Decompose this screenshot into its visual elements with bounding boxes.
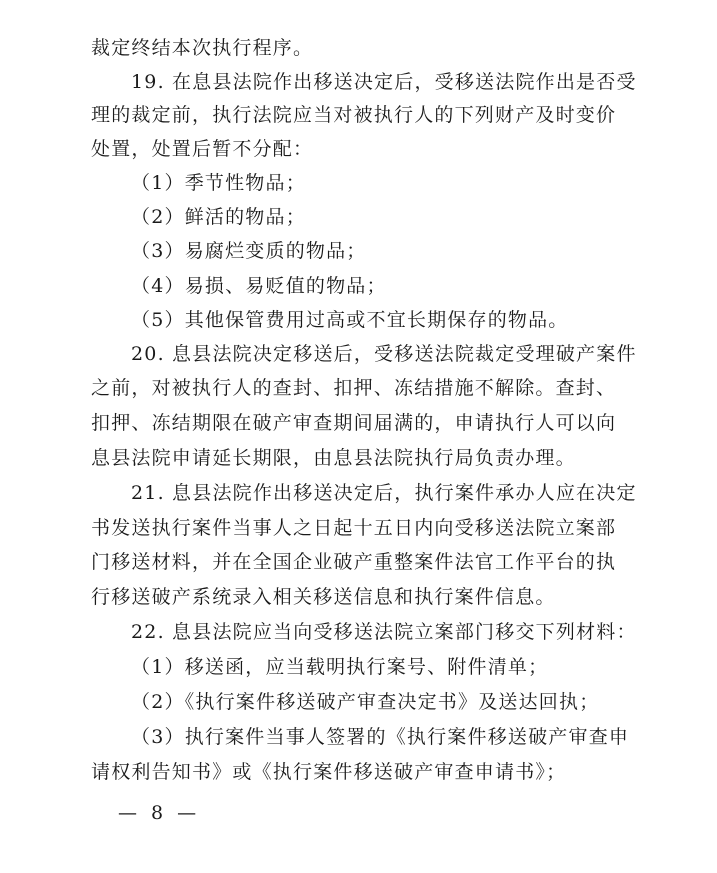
text-line: 门移送材料，并在全国企业破产重整案件法官工作平台的执 bbox=[91, 551, 617, 573]
text-line: （3）执行案件当事人签署的《执行案件移送破产审查申 bbox=[131, 726, 630, 748]
text-line: 处置，处置后暂不分配： bbox=[91, 138, 314, 160]
text-line: （5）其他保管费用过高或不宜长期保存的物品。 bbox=[131, 309, 569, 331]
text-line: （2）《执行案件移送破产审查决定书》及送达回执； bbox=[131, 691, 600, 713]
text-line: 20. 息县法院决定移送后，受移送法院裁定受理破产案件 bbox=[131, 343, 637, 365]
page-number: — 8 — bbox=[118, 802, 201, 824]
text-line: 理的裁定前，执行法院应当对被执行人的下列财产及时变价 bbox=[91, 104, 617, 126]
text-line: 扣押、冻结期限在破产审查期间届满的，申请执行人可以向 bbox=[91, 412, 617, 434]
text-line: 19. 在息县法院作出移送决定后，受移送法院作出是否受 bbox=[131, 71, 637, 93]
text-line: 裁定终结本次执行程序。 bbox=[91, 37, 314, 59]
text-line: 息县法院申请延长期限，由息县法院执行局负责办理。 bbox=[91, 447, 576, 469]
text-line: 22. 息县法院应当向受移送法院立案部门移交下列材料： bbox=[131, 621, 637, 643]
text-line: 请权利告知书》或《执行案件移送破产审查申请书》； bbox=[91, 761, 567, 783]
text-line: （1）移送函，应当载明执行案号、附件清单； bbox=[131, 656, 549, 678]
text-line: （4）易损、易贬值的物品； bbox=[131, 275, 387, 297]
text-line: （3）易腐烂变质的物品； bbox=[131, 240, 367, 262]
text-line: 之前，对被执行人的查封、扣押、冻结措施不解除。查封、 bbox=[91, 377, 617, 399]
text-line: 行移送破产系统录入相关移送信息和执行案件信息。 bbox=[91, 586, 556, 608]
text-line: 21. 息县法院作出移送决定后，执行案件承办人应在决定 bbox=[131, 482, 637, 504]
text-line: 书发送执行案件当事人之日起十五日内向受移送法院立案部 bbox=[91, 517, 617, 539]
text-line: （1）季节性物品； bbox=[131, 172, 306, 194]
text-line: （2）鲜活的物品； bbox=[131, 206, 306, 228]
